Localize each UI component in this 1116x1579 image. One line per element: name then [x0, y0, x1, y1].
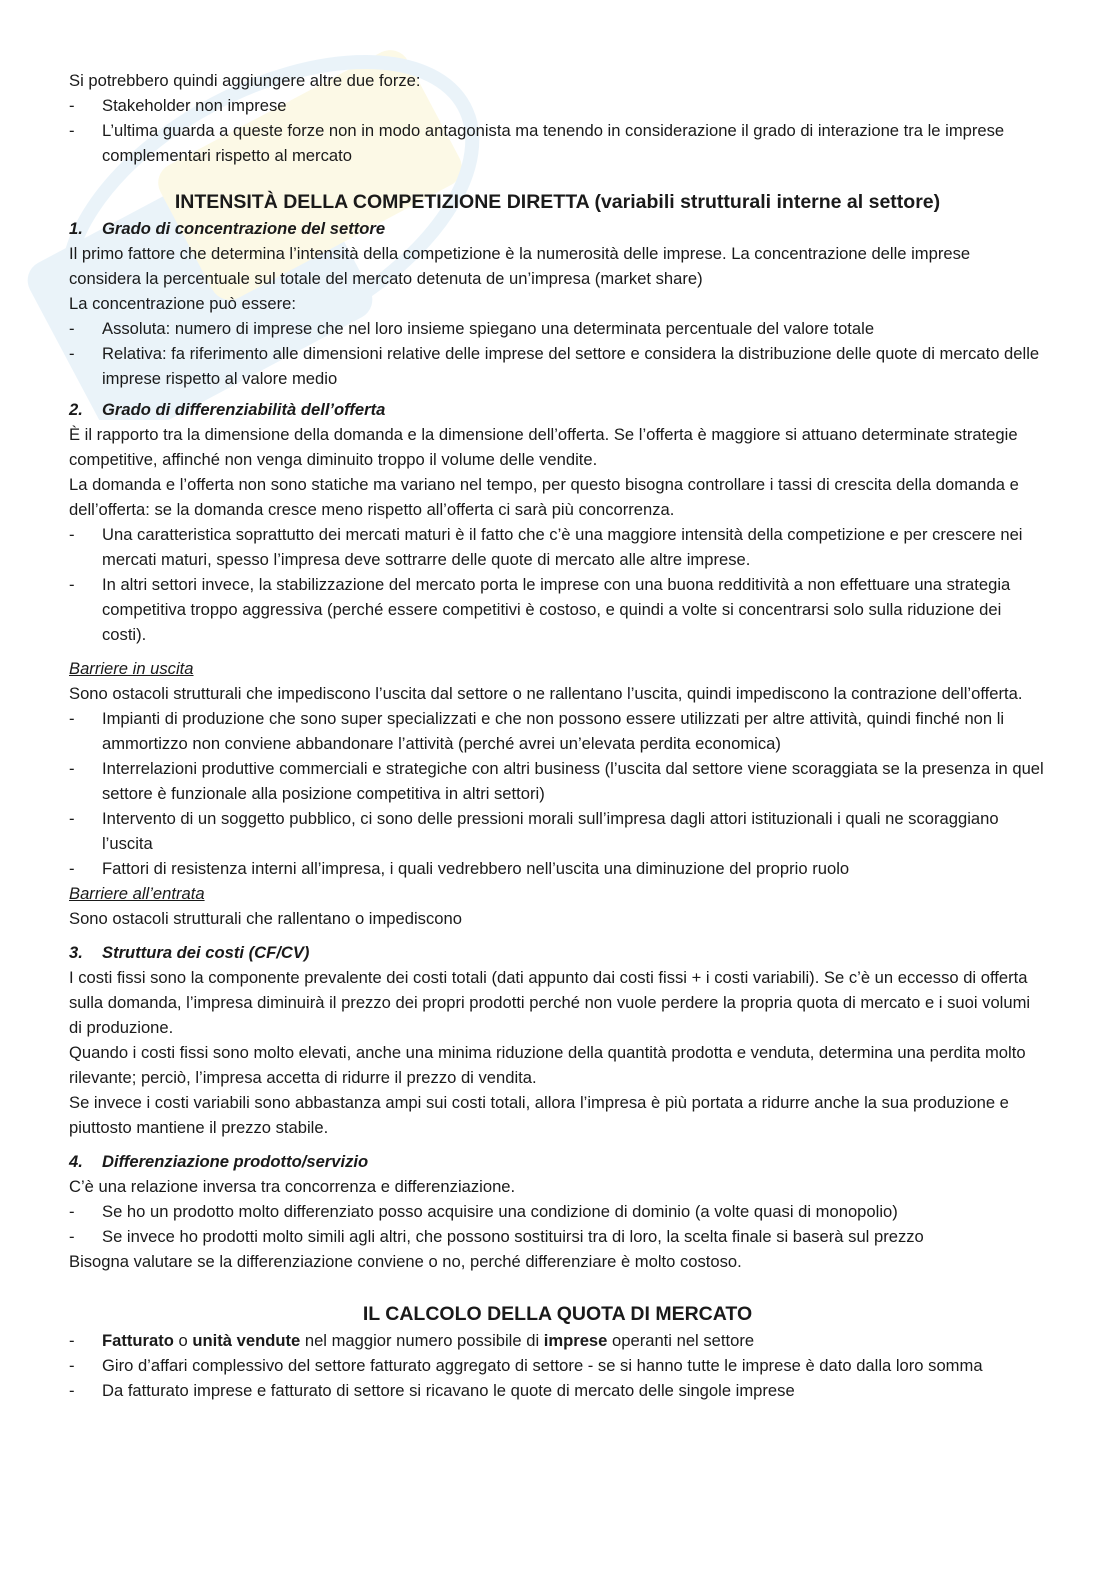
subheading-number: 4.: [69, 1152, 83, 1171]
concentration-list: [69, 316, 1046, 391]
list-item: - Intervento di un soggetto pubblico, ci sono delle pressioni morali sull’impresa dagli attori istituzionali i quali ne scoraggiano l’uscita: [69, 806, 1046, 856]
section-heading-market-share: IL CALCOLO DELLA QUOTA DI MERCATO: [362, 1303, 753, 1325]
paragraph: La concentrazione può essere:: [69, 294, 296, 313]
bold-term: Fatturato: [102, 1331, 174, 1350]
list-item: - Assoluta: numero di imprese che nel loro insieme spiegano una determinata percentuale del valore totale: [69, 316, 1046, 341]
paragraph: Sono ostacoli strutturali che impediscono l’uscita dal settore o ne rallentano l’uscita, quindi impediscono la contrazione dell’offerta.: [69, 684, 1023, 703]
paragraph: Se invece i costi variabili sono abbastanza ampi sui costi totali, allora l’impresa è più portata a ridurre anche la sua produzione e piuttosto mantiene il prezzo stabile.: [69, 1093, 1009, 1137]
market-share-list: [69, 1328, 1046, 1403]
inline-text: operanti nel settore: [607, 1331, 755, 1350]
subheading-differentiability: [69, 397, 1046, 422]
list-item: - Una caratteristica soprattutto dei mercati maturi è il fatto che c’è una maggiore intensità della competizione e per crescere nei mercati maturi, spesso l’impresa deve sottrarre delle quote di mercato alle altre imprese.: [69, 522, 1046, 572]
section-heading-competition: INTENSITÀ DELLA COMPETIZIONE DIRETTA (variabili strutturali interne al settore): [174, 191, 941, 213]
list-item: - Da fatturato imprese e fatturato di settore si ricavano le quote di mercato delle singole imprese: [69, 1378, 1046, 1403]
subheading-concentration: [69, 216, 1046, 241]
list-item: [69, 1328, 1046, 1353]
list-item: - Stakeholder non imprese: [69, 93, 1046, 118]
subheading-number: 2.: [69, 400, 83, 419]
list-item: - Relativa: fa riferimento alle dimensioni relative delle imprese del settore e considera la distribuzione delle quote di mercato delle imprese rispetto al valore medio: [69, 341, 1046, 391]
paragraph: I costi fissi sono la componente prevalente dei costi totali (dati appunto dai costi fissi + i costi variabili). Se c’è un eccesso di offerta sulla domanda, l’impresa diminuirà il prezzo dei propri prodotti perché non vuole perdere la propria quota di mercato e i suoi volumi di produzione.: [69, 968, 1031, 1037]
differentiability-list: [69, 522, 1046, 647]
subheading-title: Differenziazione prodotto/servizio: [102, 1152, 369, 1171]
subheading-number: 1.: [69, 219, 83, 238]
paragraph: C’è una relazione inversa tra concorrenza e differenziazione.: [69, 1177, 516, 1196]
differentiation-list: [69, 1199, 1046, 1249]
list-item: - In altri settori invece, la stabilizzazione del mercato porta le imprese con una buona redditività a non effettuare una strategia competitiva troppo aggressiva (perché essere competitivi è costoso, e quindi a volte si concentrarsi solo sulla riduzione dei costi).: [69, 572, 1046, 647]
subheading-product-differentiation: [69, 1149, 1046, 1174]
subheading-number: 3.: [69, 943, 83, 962]
list-item: - Interrelazioni produttive commerciali e strategiche con altri business (l’uscita dal settore viene scoraggiata se la presenza in quel settore è funzionale alla posizione competitiva in altri settori): [69, 756, 1046, 806]
inline-text: o: [173, 1331, 193, 1350]
subheading-title: Grado di differenziabilità dell’offerta: [102, 400, 386, 419]
bold-term: unità vendute: [192, 1331, 301, 1350]
paragraph: Bisogna valutare se la differenziazione conviene o no, perché differenziare è molto costoso.: [69, 1252, 742, 1271]
paragraph: Quando i costi fissi sono molto elevati, anche una minima riduzione della quantità prodotta e venduta, determina una perdita molto rilevante; perciò, l’impresa accetta di ridurre il prezzo di vendita.: [69, 1043, 1026, 1087]
exit-barriers-list: [69, 706, 1046, 881]
entry-barriers-title: Barriere all’entrata: [69, 884, 205, 903]
paragraph: Sono ostacoli strutturali che rallentano o impediscono: [69, 909, 462, 928]
inline-text: nel maggior numero possibile di: [300, 1331, 544, 1350]
subheading-title: Grado di concentrazione del settore: [102, 219, 386, 238]
list-item: - Se ho un prodotto molto differenziato posso acquisire una condizione di dominio (a volte quasi di monopolio): [69, 1199, 1046, 1224]
list-item: - Fattori di resistenza interni all’impresa, i quali vedrebbero nell’uscita una diminuzione del proprio ruolo: [69, 856, 1046, 881]
paragraph: Il primo fattore che determina l’intensità della competizione è la numerosità delle imprese. La concentrazione delle imprese considera la percentuale sul totale del mercato detenuta de un’impresa (market share): [69, 244, 971, 288]
paragraph: È il rapporto tra la dimensione della domanda e la dimensione dell’offerta. Se l’offerta è maggiore si attuano determinate strategie competitive, affinché non venga diminuito troppo il volume delle vendite.: [69, 425, 1018, 469]
paragraph: La domanda e l’offerta non sono statiche ma variano nel tempo, per questo bisogna controllare i tassi di crescita della domanda e dell’offerta: se la domanda cresce meno rispetto all’offerta ci sarà più concorrenza.: [69, 475, 1019, 519]
bold-term: imprese: [543, 1331, 608, 1350]
list-item: - Impianti di produzione che sono super specializzati e che non possono essere utilizzati per altre attività, quindi finché non li ammortizzo non conviene abbandonare l’attività (perché avrei un’elevata perdita economica): [69, 706, 1046, 756]
list-item: - Se invece ho prodotti molto simili agli altri, che possono sostituirsi tra di loro, la scelta finale si baserà sul prezzo: [69, 1224, 1046, 1249]
intro-text: Si potrebbero quindi aggiungere altre due forze:: [69, 71, 421, 90]
exit-barriers-title: Barriere in uscita: [69, 659, 194, 678]
list-item: - Giro d’affari complessivo del settore fatturato aggregato di settore - se si hanno tutte le imprese è dato dalla loro somma: [69, 1353, 1046, 1378]
list-item: - L’ultima guarda a queste forze non in modo antagonista ma tenendo in considerazione il grado di interazione tra le imprese complementari rispetto al mercato: [69, 118, 1046, 168]
subheading-title: Struttura dei costi (CF/CV): [102, 943, 310, 962]
intro-list: [69, 93, 1046, 168]
subheading-cost-structure: [69, 940, 1046, 965]
